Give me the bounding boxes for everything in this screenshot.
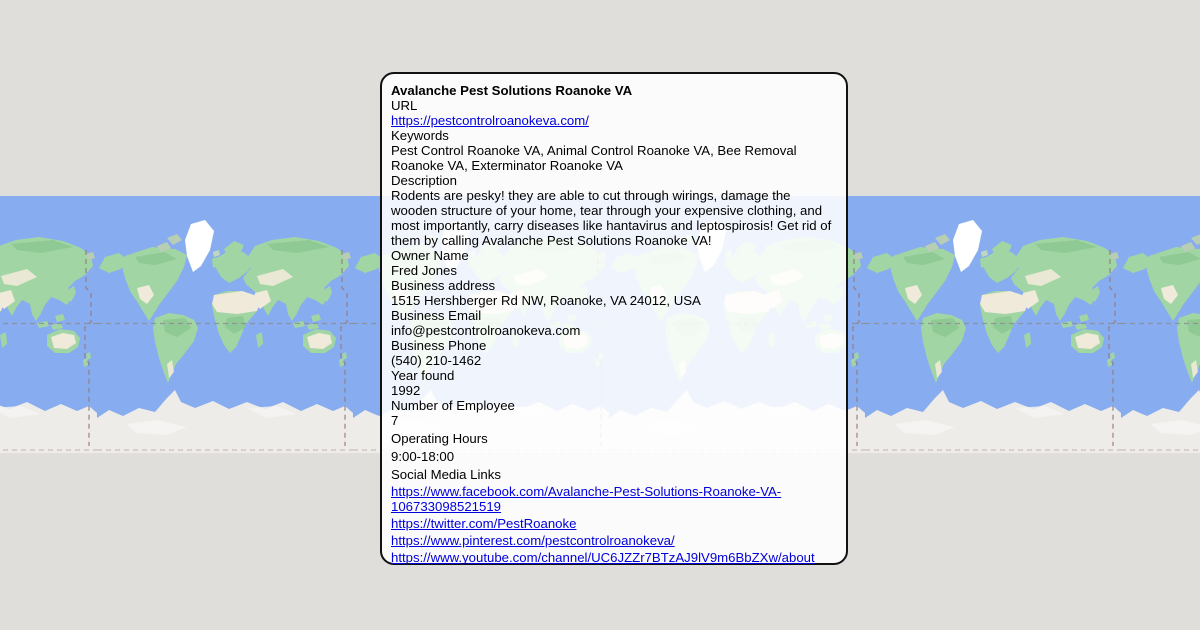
field-label-business-email: Business Email (391, 308, 482, 323)
business-info-card (380, 72, 848, 565)
field-label-description: Description (391, 173, 457, 188)
field-value-business-email: info@pestcontrolroanokeva.com (391, 323, 581, 338)
youtube-link[interactable]: https://www.youtube.com/channel/UC6JZZr7BTzAJ9lV9m6BbZXw/about (391, 550, 815, 565)
field-label-owner-name: Owner Name (391, 248, 469, 263)
business-title: Avalanche Pest Solutions Roanoke VA (391, 83, 633, 98)
field-value-year-found: 1992 (391, 383, 421, 398)
social-media-links-label: Social Media Links (391, 467, 501, 482)
field-value-owner-name: Fred Jones (391, 263, 457, 278)
field-label-business-address: Business address (391, 278, 496, 293)
field-label-business-phone: Business Phone (391, 338, 487, 353)
field-label-number-of-employee: Number of Employee (391, 398, 515, 413)
field-label-url: URL (391, 98, 418, 113)
field-label-keywords: Keywords (391, 128, 449, 143)
twitter-link[interactable]: https://twitter.com/PestRoanoke (391, 516, 577, 531)
field-value-business-address: 1515 Hershberger Rd NW, Roanoke, VA 24012, USA (391, 293, 701, 308)
website-link[interactable]: https://pestcontrolroanokeva.com/ (391, 113, 589, 128)
field-value-operating-hours: 9:00-18:00 (391, 449, 455, 464)
field-value-keywords: Pest Control Roanoke VA, Animal Control Roanoke VA, Bee Removal Roanoke VA, Exterminator Roanoke VA (391, 143, 797, 173)
field-label-year-found: Year found (391, 368, 455, 383)
field-label-operating-hours: Operating Hours (391, 431, 488, 446)
field-value-description: Rodents are pesky! they are able to cut through wirings, damage the wooden structure of your home, tear through your expensive clothing, and most importantly, carry diseases like hantavirus and leptospirosis! Get rid of them by calling Avalanche Pest Solutions Roanoke VA! (391, 188, 832, 248)
field-value-business-phone: (540) 210-1462 (391, 353, 482, 368)
social-media-links (391, 484, 837, 565)
pinterest-link[interactable]: https://www.pinterest.com/pestcontrolroanokeva/ (391, 533, 675, 548)
facebook-link[interactable]: https://www.facebook.com/Avalanche-Pest-Solutions-Roanoke-VA-106733098521519 (391, 484, 782, 514)
field-value-number-of-employee: 7 (391, 413, 399, 428)
